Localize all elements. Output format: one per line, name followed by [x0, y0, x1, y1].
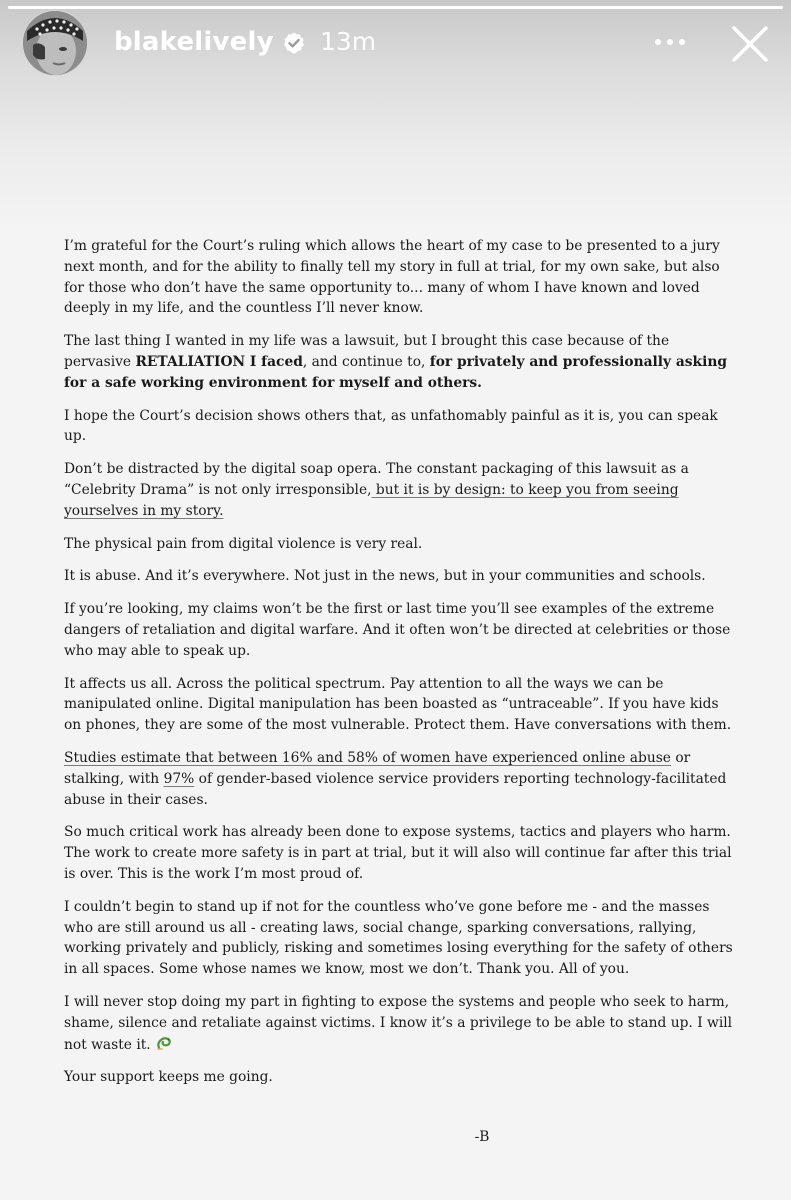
more-options-button[interactable]: [652, 30, 688, 54]
paragraph-13: Your support keeps me going.: [64, 1069, 273, 1086]
paragraph-12-text: I will never stop doing my part in fighting to expose the systems and people who seek to harm, shame, silence and retaliate against victims. I know it’s a privilege to be able to stand up. I will not waste it.: [64, 993, 733, 1053]
signature: -B: [474, 1129, 490, 1145]
paragraph-9-text-b: or stalking, with: [64, 749, 691, 787]
safe-environment-emphasis: for privately and professionally asking for a safe working environment for myself and others.: [64, 353, 728, 391]
paragraph-12: [64, 992, 740, 1055]
paragraph-4-text-a: Don’t be distracted by the digital soap opera. The constant packaging of this lawsuit as a “Celebrity Drama” is not only irresponsible,: [64, 461, 689, 498]
paragraph-6: It is abuse. And it’s everywhere. Not just in the news, but in your communities and schools.: [64, 568, 706, 585]
statement-letter: [64, 236, 740, 1100]
story-progress-bar: [8, 6, 783, 9]
paragraph-5: The physical pain from digital violence is very real.: [64, 535, 423, 552]
by-design-underlined: but it is by design: to keep you from seeing yourselves in my story.: [64, 481, 679, 519]
paragraph-7: If you’re looking, my claims won’t be the first or last time you’ll see examples of the extreme dangers of retaliation and digital warfare. And it often won’t be directed at celebrities or those who may able to speak up.: [64, 601, 731, 659]
more-horizontal-icon: [655, 39, 685, 45]
paragraph-11: I couldn’t begin to stand up if not for the countless who’ve gone before me - and the masses who are still around us all - creating laws, social change, sparking conversations, rallying, working privately and publicly, risking and sometimes losing everything for the safety of others in all spaces. Some whose names we know, most we don’t. Thank you. All of you.: [64, 898, 733, 978]
paragraph-10: So much critical work has already been done to expose systems, tactics and players who harm. The work to create more safety is in part at trial, but it will also will continue far after this trial is over. This is the work I’m most proud of.: [64, 824, 732, 882]
verified-badge-icon: [282, 31, 306, 55]
close-button[interactable]: [728, 22, 772, 66]
retaliation-emphasis: RETALIATION I faced: [135, 353, 303, 370]
story-header: [22, 10, 777, 78]
close-icon: [734, 28, 766, 60]
paragraph-2: [64, 331, 740, 393]
story-progress-fill: [8, 6, 783, 9]
paragraph-3: I hope the Court’s decision shows others that, as unfathomably painful as it is, you can speak up.: [64, 407, 718, 445]
paragraph-4: [64, 459, 740, 521]
percent-underlined: 97%: [163, 770, 195, 787]
paragraph-2-text-a: The last thing I wanted in my life was a lawsuit, but I brought this case because of the pervasive: [64, 333, 670, 370]
paragraph-1: I’m grateful for the Court’s ruling which allows the heart of my case to be presented to a jury next month, and for the ability to finally tell my story in full at trial, for my own sake, but also for those who don’t have the same opportunity to... many of whom I have known and loved deeply in my life, and the countless I’ll never know.: [64, 238, 720, 317]
username[interactable]: blakelively: [114, 27, 274, 57]
story-timestamp: 13m: [320, 27, 377, 56]
dragon-emoji-icon: [155, 1034, 173, 1052]
paragraph-2-text-c: , and continue to,: [302, 353, 430, 370]
paragraph-9-text-d: of gender-based violence service providers reporting technology-facilitated abuse in their cases.: [64, 770, 727, 808]
avatar-image: [23, 11, 87, 75]
paragraph-8: It affects us all. Across the political spectrum. Pay attention to all the ways we can be manipulated online. Digital manipulation has been boasted as “untraceable”. If you have kids on phones, they are some of the most vulnerable. Protect them. Have conversations with them.: [64, 675, 732, 734]
avatar[interactable]: [22, 10, 88, 76]
studies-estimate-underlined: Studies estimate that between 16% and 58% of women have experienced online abuse: [64, 749, 671, 766]
paragraph-9: [64, 748, 740, 810]
